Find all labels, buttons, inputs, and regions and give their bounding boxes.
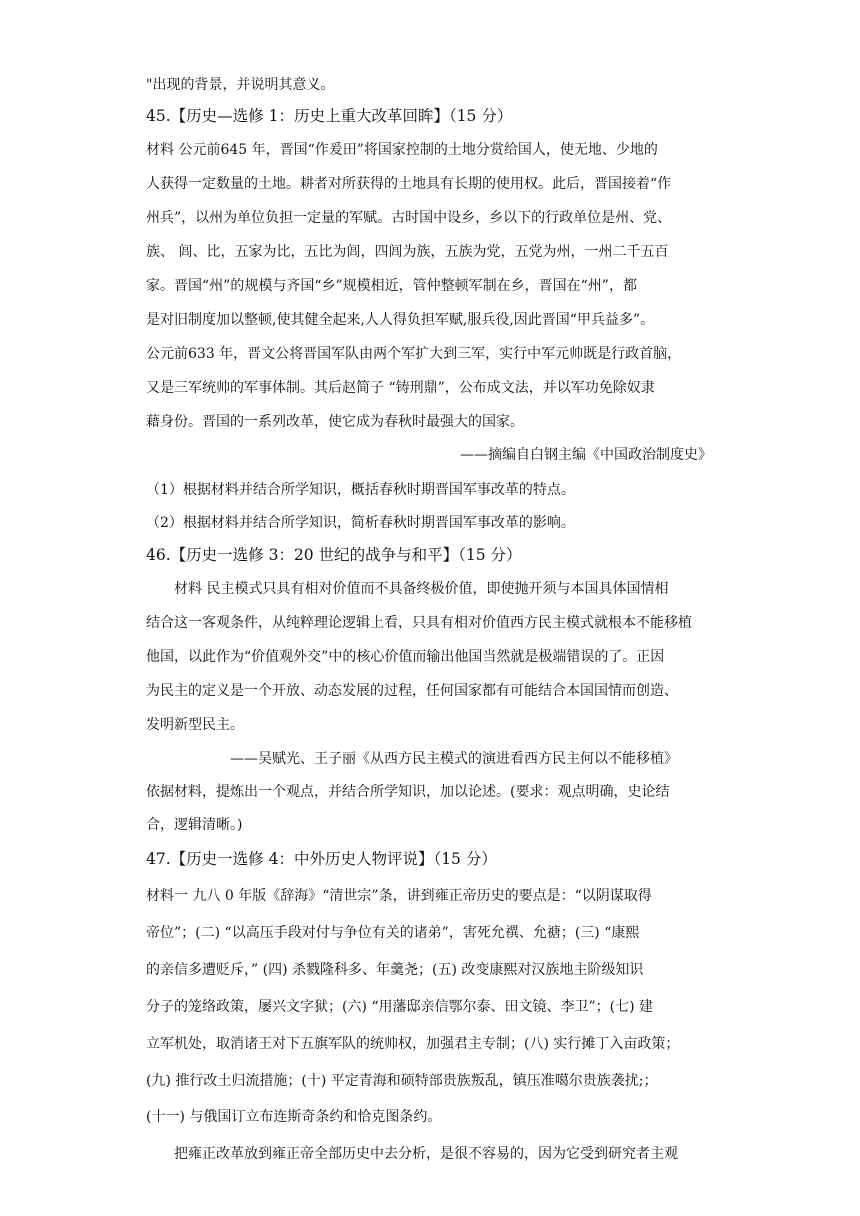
q45-material-line: 州兵”，以州为单位负担一定量的军赋。古时国中设乡，乡以下的行政单位是州、党、 xyxy=(146,210,672,226)
q46-source: ——吴赋光、王子丽《从西方民主模式的演进看西方民主何以不能移植》 xyxy=(230,751,678,767)
q45-material-line: 藉身份。晋国的一系列改革，使它成为春秋时最强大的国家。 xyxy=(146,414,524,430)
q47-material-line: 分子的笼络政策，屡兴文字狱；(六) “用藩邸亲信鄂尔泰、田文镜、李卫”；(七) 建 xyxy=(146,999,654,1015)
intro-text: "出现的背景，并说明其意义。 xyxy=(146,77,335,93)
q46-material-line: 结合这一客观条件，从纯粹理论逻辑上看，只具有相对价值西方民主模式就根本不能移植 xyxy=(146,615,692,631)
q47-material-line: 立军机处，取消诸王对下五旗军队的统帅权，加强君主专制；(八) 实行摊丁入亩政策； xyxy=(146,1036,680,1052)
q46-material-line: 他国，以此作为“价值观外交”中的核心价值而输出他国当然就是极端错误的了。正因 xyxy=(146,649,665,665)
q47-material-line: 的亲信多遭贬斥，” (四) 杀戮隆科多、年羹尧；(五) 改变康熙对汉族地主阶级知识 xyxy=(146,962,644,978)
q45-material-line: 公元前633 年，晋文公将晋国军队由两个军扩大到三军，实行中军元帅既是行政首脑， xyxy=(146,346,682,362)
q46-question-line: 合，逻辑清晰。) xyxy=(146,817,243,833)
q47-material-line: 把雍正改革放到雍正帝全部历史中去分析，是很不容易的，因为它受到研究者主观 xyxy=(174,1146,678,1162)
q47-material-line: 帝位”；(二) “以高压手段对付与争位有关的诸弟”，害死允禩、允禟；(三) “康熙 xyxy=(146,925,640,941)
q46-material-line: 材料 民主模式只具有相对价值而不具备终极价值，即使抛开须与本国具体国情相 xyxy=(174,581,669,597)
q46-material-line: 发明新型民主。 xyxy=(146,717,244,733)
q47-material-line: 材料一 九八 0 年版《辞海》“清世宗”条，讲到雍正帝历史的要点是：“以阴谋取得 xyxy=(146,888,652,904)
q45-source: ——摘编自白钢主编《中国政治制度史》 xyxy=(460,447,712,463)
q45-material-line: 又是三军统帅的军事体制。其后赵简子 “铸刑鼎”，公布成文法，并以军功免除奴隶 xyxy=(146,380,655,396)
q45-material-line: 材料 公元前645 年，晋国“作爰田”将国家控制的土地分赏给国人，使无地、少地的 xyxy=(146,142,658,158)
q45-material-line: 族、 闾、比，五家为比，五比为闾，四闾为族，五族为党，五党为州，一州二千五百 xyxy=(146,244,669,260)
q46-question-line: 依据材料，提炼出一个观点，并结合所学知识，加以论述。(要求：观点明确，史论结 xyxy=(146,784,670,800)
q47-heading: 47.【历史一选修 4：中外历史人物评说】（15 分） xyxy=(146,850,497,868)
q47-material-line: (十一) 与俄国订立布连斯奇条约和恰克图条约。 xyxy=(146,1109,442,1125)
q45-heading: 45.【历史—选修 1：历史上重大改革回眸】（15 分） xyxy=(146,107,513,125)
q45-question-2: （2）根据材料并结合所学知识，简析春秋时期晋国军事改革的影响。 xyxy=(146,515,575,531)
q46-material-line: 为民主的定义是一个开放、动态发展的过程，任何国家都有可能结合本国国情而创造、 xyxy=(146,683,678,699)
q47-material-line: (九) 推行改土归流措施；(十) 平定青海和硕特部贵族叛乱，镇压准噶尔贵族袭扰;； xyxy=(146,1073,658,1089)
q46-heading: 46.【历史一选修 3：20 世纪的战争与和平】（15 分） xyxy=(146,546,522,564)
q45-question-1: （1）根据材料并结合所学知识，概括春秋时期晋国军事改革的特点。 xyxy=(146,482,575,498)
q45-material-line: 是对旧制度加以整顿,使其健全起来,人人得负担军赋,服兵役,因此晋国“甲兵益多”。 xyxy=(146,312,655,328)
q45-material-line: 人获得一定数量的土地。耕者对所获得的土地具有长期的使用权。此后，晋国接着“作 xyxy=(146,176,672,192)
q45-material-line: 家。晋国“州”的规模与齐国“乡”规模相近，管仲整顿军制在乡，晋国在“州”，都 xyxy=(146,278,637,294)
